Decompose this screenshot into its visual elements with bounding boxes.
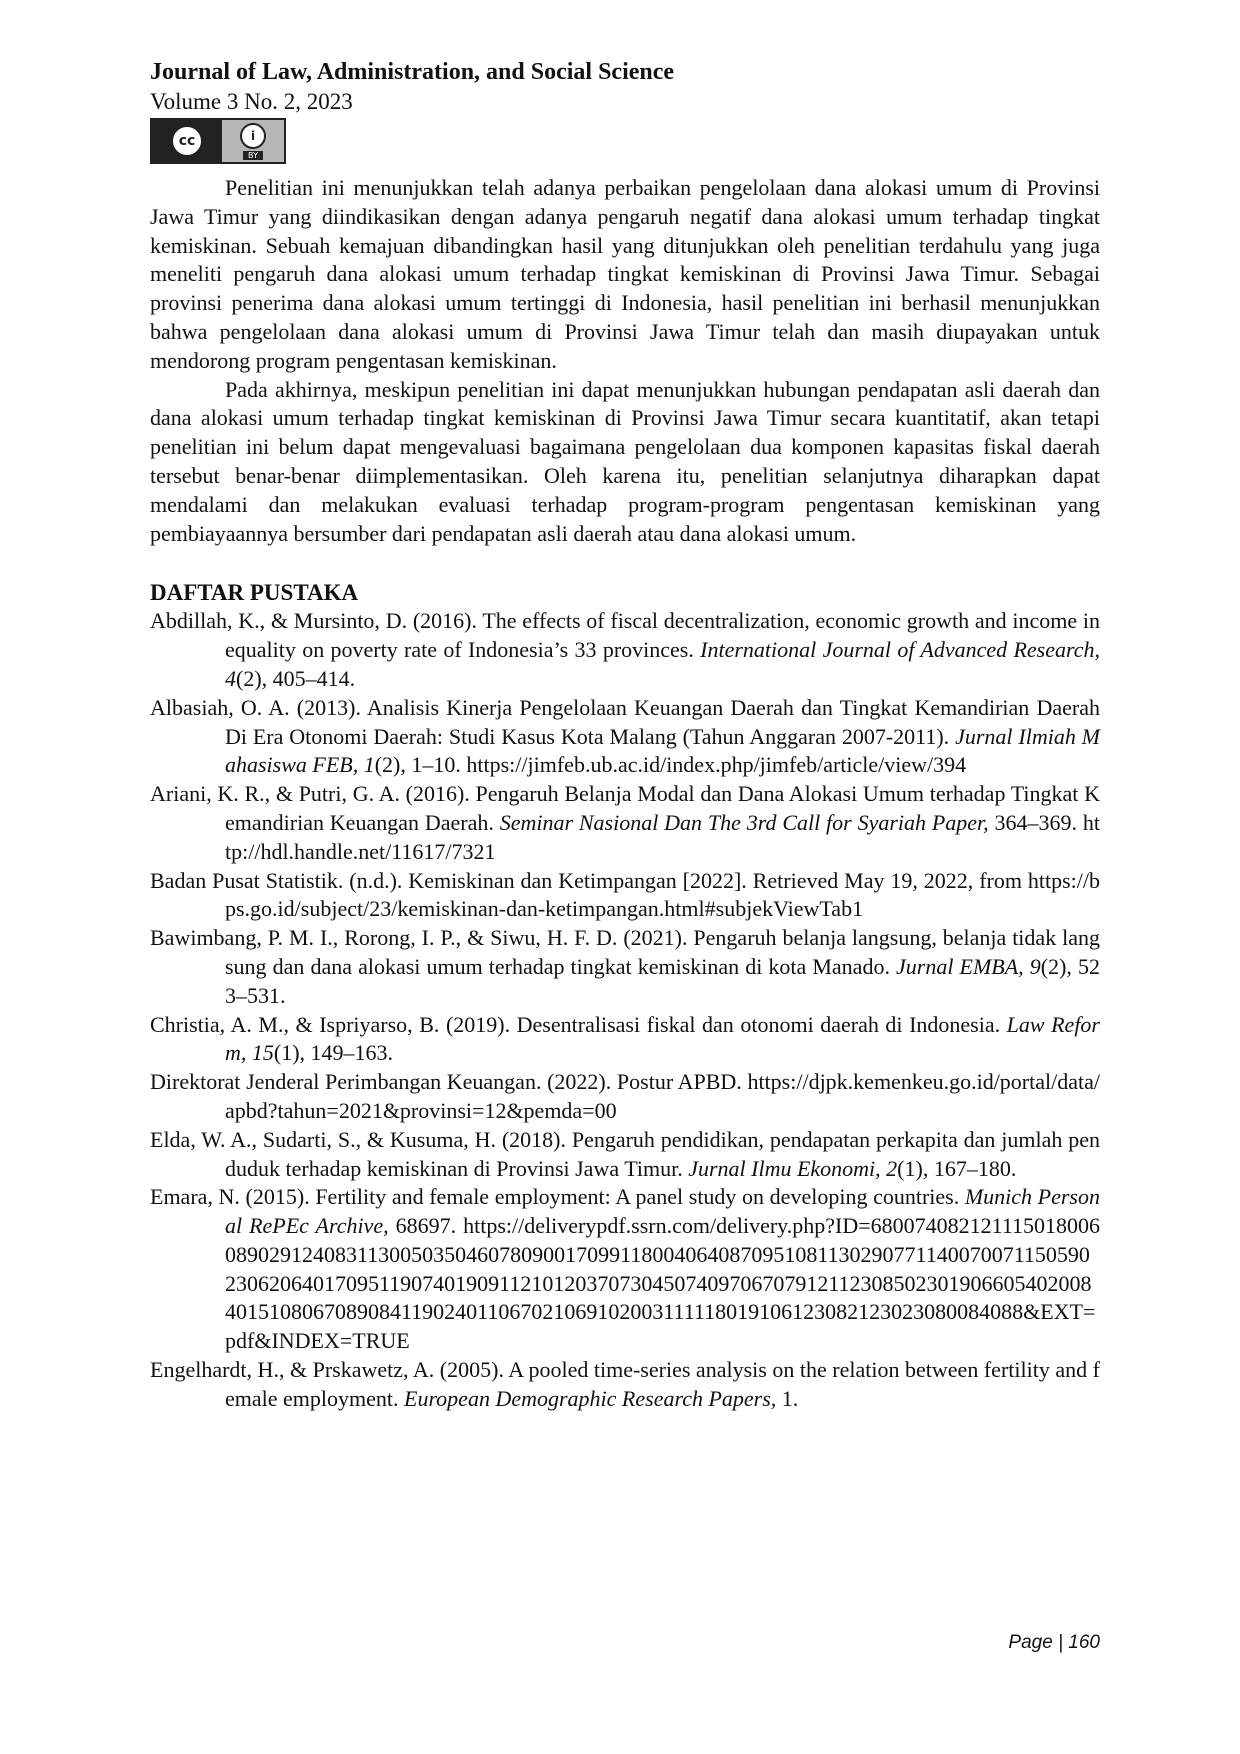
- reference-text: Direktorat Jenderal Perimbangan Keuangan. (2022). Postur APBD. https://djpk.kemenkeu.go.id/portal/data/apbd?tahun=2021&provinsi=12&pemda=00: [150, 1069, 1100, 1123]
- reference-text: Bawimbang, P. M. I., Rorong, I. P., & Siwu, H. F. D. (2021). Pengaruh belanja langsung, belanja tidak langsung dan dana alokasi umum terhadap tingkat kemiskinan di kota Manado.: [150, 925, 1100, 979]
- reference-source: Law Reform, 15: [225, 1011, 1100, 1066]
- reference-details: (2), 1–10. https://jimfeb.ub.ac.id/index.php/jimfeb/article/view/394: [374, 752, 967, 778]
- reference-details: (2), 405–414.: [236, 665, 356, 691]
- references-heading: DAFTAR PUSTAKA: [150, 580, 359, 606]
- reference-details: (1), 149–163.: [273, 1040, 394, 1066]
- reference-text: Albasiah, O. A. (2013). Analisis Kinerja Pengelolaan Keuangan Daerah dan Tingkat Kemandirian Daerah Di Era Otonomi Daerah: Studi Kasus Kota Malang (Tahun Anggaran 2007-2011).: [150, 694, 1100, 749]
- reference-entry: [150, 694, 1100, 780]
- by-label: BY: [243, 151, 263, 160]
- cc-by-license-badge: [150, 118, 286, 164]
- reference-list: [150, 607, 1100, 1413]
- reference-entry: [150, 1183, 1100, 1356]
- page-content: [150, 58, 1100, 1414]
- reference-source: Jurnal Ilmiah Mahasiswa FEB, 1: [225, 723, 1101, 778]
- reference-source: International Journal of Advanced Research, 4: [225, 637, 1100, 691]
- reference-text: Abdillah, K., & Mursinto, D. (2016). The effects of fiscal decentralization, economic growth and income inequality on poverty rate of Indonesia’s 33 provinces.: [150, 608, 1100, 663]
- reference-entry: [150, 1068, 1100, 1126]
- reference-source: European Demographic Research Papers,: [404, 1385, 777, 1411]
- reference-entry: [150, 607, 1100, 693]
- body-paragraph: Penelitian ini menunjukkan telah adanya perbaikan pengelolaan dana alokasi umum di Provinsi Jawa Timur yang diindikasikan dengan adanya pengaruh negatif dana alokasi umum terhadap tingkat kemiskinan. Sebuah kemajuan dibandingkan hasil yang ditunjukkan oleh penelitian terdahulu yang juga meneliti pengaruh dana alokasi umum terhadap tingkat kemiskinan di Provinsi Jawa Timur. Sebagai provinsi penerima dana alokasi umum tertinggi di Indonesia, hasil penelitian ini berhasil menunjukkan bahwa pengelolaan dana alokasi umum di Provinsi Jawa Timur telah dan masih diupayakan untuk mendorong program pengentasan kemiskinan.: [150, 175, 1100, 373]
- attribution-icon: i: [240, 123, 266, 149]
- reference-entry: [150, 780, 1100, 866]
- reference-details: (2), 523–531.: [225, 953, 1100, 1008]
- reference-details: 1.: [776, 1385, 799, 1411]
- reference-entry: [150, 1126, 1100, 1184]
- page-number: Page | 160: [1008, 1632, 1100, 1653]
- reference-entry: [150, 924, 1100, 1010]
- reference-entry: [150, 1011, 1100, 1069]
- reference-entry: [150, 867, 1100, 925]
- body-paragraph: Pada akhirnya, meskipun penelitian ini dapat menunjukkan hubungan pendapatan asli daerah dan dana alokasi umum terhadap tingkat kemiskinan di Provinsi Jawa Timur secara kuantitatif, akan tetapi penelitian ini belum dapat mengevaluasi bagaimana pengelolaan dua komponen kapasitas fiskal daerah tersebut benar-benar diimplementasikan. Oleh karena itu, penelitian selanjutnya diharapkan dapat mendalami dan melakukan evaluasi terhadap program-program pengentasan kemiskinan yang pembiayaannya bersumber dari pendapatan asli daerah atau dana alokasi umum.: [150, 376, 1100, 546]
- reference-source: Jurnal Ilmu Ekonomi, 2: [688, 1155, 898, 1181]
- reference-text: Ariani, K. R., & Putri, G. A. (2016). Pengaruh Belanja Modal dan Dana Alokasi Umum terhadap Tingkat Kemandirian Keuangan Daerah.: [150, 781, 1100, 835]
- reference-details: 364–369. http://hdl.handle.net/11617/7321: [225, 809, 1100, 864]
- reference-text: Badan Pusat Statistik. (n.d.). Kemiskinan dan Ketimpangan [2022]. Retrieved May 19, 2022, from https://bps.go.id/subject/23/kemiskinan-dan-ketimpangan.html#subjekViewTab1: [150, 867, 1100, 922]
- reference-text: Engelhardt, H., & Prskawetz, A. (2005). A pooled time-series analysis on the relation between fertility and female employment.: [150, 1357, 1100, 1411]
- creative-commons-icon: cc: [170, 124, 204, 158]
- reference-text: Christia, A. M., & Ispriyarso, B. (2019). Desentralisasi fiskal dan otonomi daerah di Indonesia.: [150, 1011, 1007, 1037]
- reference-text: Emara, N. (2015). Fertility and female employment: A panel study on developing countries.: [150, 1184, 965, 1210]
- reference-details: (1), 167–180.: [897, 1155, 1017, 1181]
- reference-details: 68697. https://deliverypdf.ssrn.com/delivery.php?ID=680074082121115018006089029124083113005035046078090017099118004064087095108113029077114007007115059023062064017095119074019091121012037073045074097067079121123085023019066054020084015108067089084119024011067021069102003111118019106123082123023080084088&EXT=pdf&INDEX=TRUE: [225, 1213, 1100, 1354]
- journal-volume: Volume 3 No. 2, 2023: [150, 89, 353, 114]
- reference-text: Elda, W. A., Sudarti, S., & Kusuma, H. (2018). Pengaruh pendidikan, pendapatan perkapita dan jumlah penduduk terhadap kemiskinan di Provinsi Jawa Timur.: [150, 1126, 1100, 1181]
- reference-entry: [150, 1356, 1100, 1414]
- reference-source: Munich Personal RePEc Archive,: [225, 1184, 1100, 1239]
- reference-source: Seminar Nasional Dan The 3rd Call for Syariah Paper,: [499, 809, 989, 835]
- reference-source: Jurnal EMBA, 9: [896, 953, 1041, 979]
- journal-title: Journal of Law, Administration, and Social Science: [150, 59, 675, 85]
